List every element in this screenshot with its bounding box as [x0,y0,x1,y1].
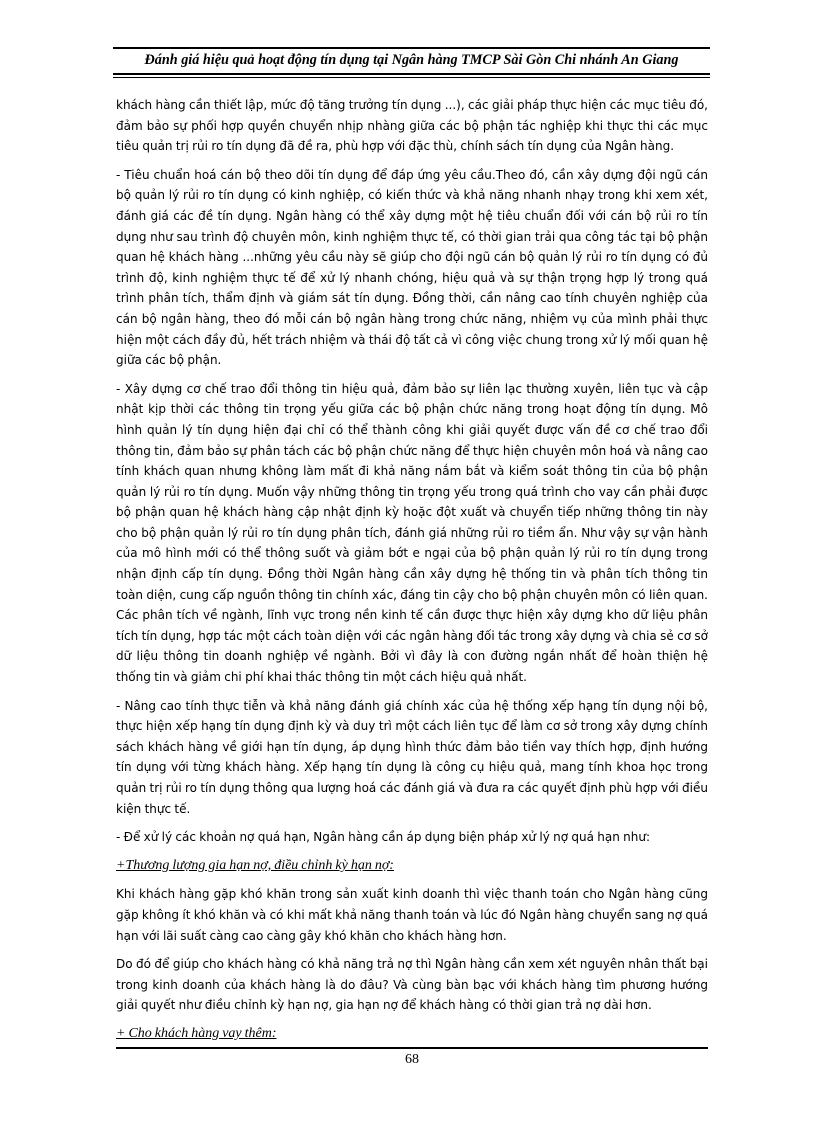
section-heading: +Thương lượng gia hạn nợ, điều chỉnh kỳ hạn nợ: [116,857,394,873]
section-heading: + Cho khách hàng vay thêm: [116,1025,277,1041]
paragraph: Do đó để giúp cho khách hàng có khả năng trả nợ thì Ngân hàng cần xem xét nguyên nhân thất bại trong kinh doanh của khách hàng là do đâu? Và cùng bàn bạc với khách hàng tìm phương hướng giải quyết như điều chỉnh kỳ hạn nợ, gia hạn nợ để khách hàng có thời gian trả nợ dài hơn. [116,957,708,1013]
paragraph: - Nâng cao tính thực tiễn và khả năng đánh giá chính xác của hệ thống xếp hạng tín dụng nội bộ, thực hiện xếp hạng tín dụng định kỳ và duy trì một cách liên tục để làm cơ sở trong xây dựng chính sách khách hàng về giới hạn tín dụng, áp dụng hình thức đảm bảo tiền vay thích hợp, định hướng tín dụng với từng khách hàng. Xếp hạng tín dụng là công cụ hiệu quả, mang tính khoa học trong quản trị rủi ro tín dụng thông qua lượng hoá các đánh giá và đưa ra các quyết định phù hợp với điều kiện thực tế. [116,698,708,816]
top-border [113,47,710,49]
page-header-title: Đánh giá hiệu quả hoạt động tín dụng tại Ngân hàng TMCP Sài Gòn Chi nhánh An Giang [144,52,679,68]
paragraph: - Tiêu chuẩn hoá cán bộ theo dõi tín dụng để đáp ứng yêu cầu.Theo đó, cần xây dựng đội ngũ cán bộ quản lý rủi ro tín dụng có kinh nghiệp, có kiến thức và khả năng nhanh nhạy trong khi xem xét, đánh giá các đề tín dụng. Ngân hàng có thể xây dựng một hệ tiêu chuẩn đối với cán bộ rủi ro tín dụng như sau trình độ chuyên môn, kinh nghiệm thực tế, có thời gian trải qua công tác tại bộ phận quan hệ khách hàng ...những yêu cầu này sẽ giúp cho đội ngũ cán bộ quản lý rủi ro tín dụng có đủ trình độ, kinh nghiệm thực tế để xử lý nhanh chóng, hiệu quả và sự thận trọng hợp lý trong quá trình phân tích, thẩm định và giám sát tín dụng. Đồng thời, cần nâng cao tính chuyên nghiệp của cán bộ ngân hàng, theo đó mỗi cán bộ ngân hàng trong chức năng, nhiệm vụ của mình phải thực hiện một cách đầy đủ, hết trách nhiệm và thái độ tất cả vì công việc chung trong xử lý mối quan hệ giữa các bộ phận. [116,167,708,368]
paragraph: - Xây dựng cơ chế trao đổi thông tin hiệu quả, đảm bảo sự liên lạc thường xuyên, liên tục và cập nhật kịp thời các thông tin trọng yếu giữa các bộ phận chức năng trong hoạt động tín dụng. Mô hình quản lý tín dụng hiện đại chỉ có thể thành công khi giải quyết được vấn đề cơ chế trao đổi thông tin, đảm bảo sự phân tách các bộ phận chức năng để thực hiện chuyên môn hoá và nâng cao tính khách quan nhưng không làm mất đi khả năng nắm bắt và kiểm soát thông tin của bộ phận quản lý rủi ro tín dụng. Muốn vậy những thông tin trọng yếu trong quá trình cho vay cần phải được bộ phận quan hệ khách hàng cập nhật định kỳ hoặc đột xuất và chuyển tiếp những thông tin này cho bộ phận quản lý rủi ro tín dụng phân tích, đánh giá những rủi ro tiềm ẩn. Như vậy sự vận hành của mô hình mới có thể thông suốt và giảm bớt e ngại của bộ phận quản lý rủi ro tín dụng trong nhận định cấp tín dụng. Đồng thời Ngân hàng cần xây dựng hệ thống tin và phân tích thông tin toàn diện, cung cấp nguồn thông tin chính xác, đáng tin cậy cho bộ phận chuyên môn có liên quan. Các phân tích về ngành, lĩnh vực trong nền kinh tế cần được thực hiện xây dựng kho dữ liệu phân tích tín dụng, hợp tác một cách toàn diện với các ngân hàng đối tác trong xây dựng và chia sẻ cơ sở dữ liệu thông tin doanh nghiệp về ngành. Bởi vì đây là con đường ngắn nhất để hoàn thiện hệ thống tin và giảm chi phí khai thác thông tin một cách hiệu quả nhất. [116,381,708,685]
paragraph: Khi khách hàng gặp khó khăn trong sản xuất kinh doanh thì việc thanh toán cho Ngân hàng cũng gặp không ít khó khăn và có khi mất khả năng thanh toán và lúc đó Ngân hàng chuyển sang nợ quá hạn với lãi suất càng cao càng gây khó khăn cho khách hàng hơn. [116,887,708,943]
paragraph: khách hàng cần thiết lập, mức độ tăng trưởng tín dụng ...), các giải pháp thực hiện các mục tiêu đó, đảm bảo sự phối hợp quyền chuyển nhịp nhàng giữa các bộ phận tác nghiệp khi thực thi các mục tiêu quản trị rủi ro tín dụng đã đề ra, phù hợp với đặc thù, chính sách tín dụng của Ngân hàng. [116,98,708,154]
header-rule-thin [113,77,710,78]
document-body [116,95,708,1053]
footer-rule [116,1047,708,1049]
header-rule [113,73,710,75]
paragraph: - Để xử lý các khoản nợ quá hạn, Ngân hàng cần áp dụng biện pháp xử lý nợ quá hạn như: [116,830,650,845]
page-number: 68 [405,1052,419,1067]
